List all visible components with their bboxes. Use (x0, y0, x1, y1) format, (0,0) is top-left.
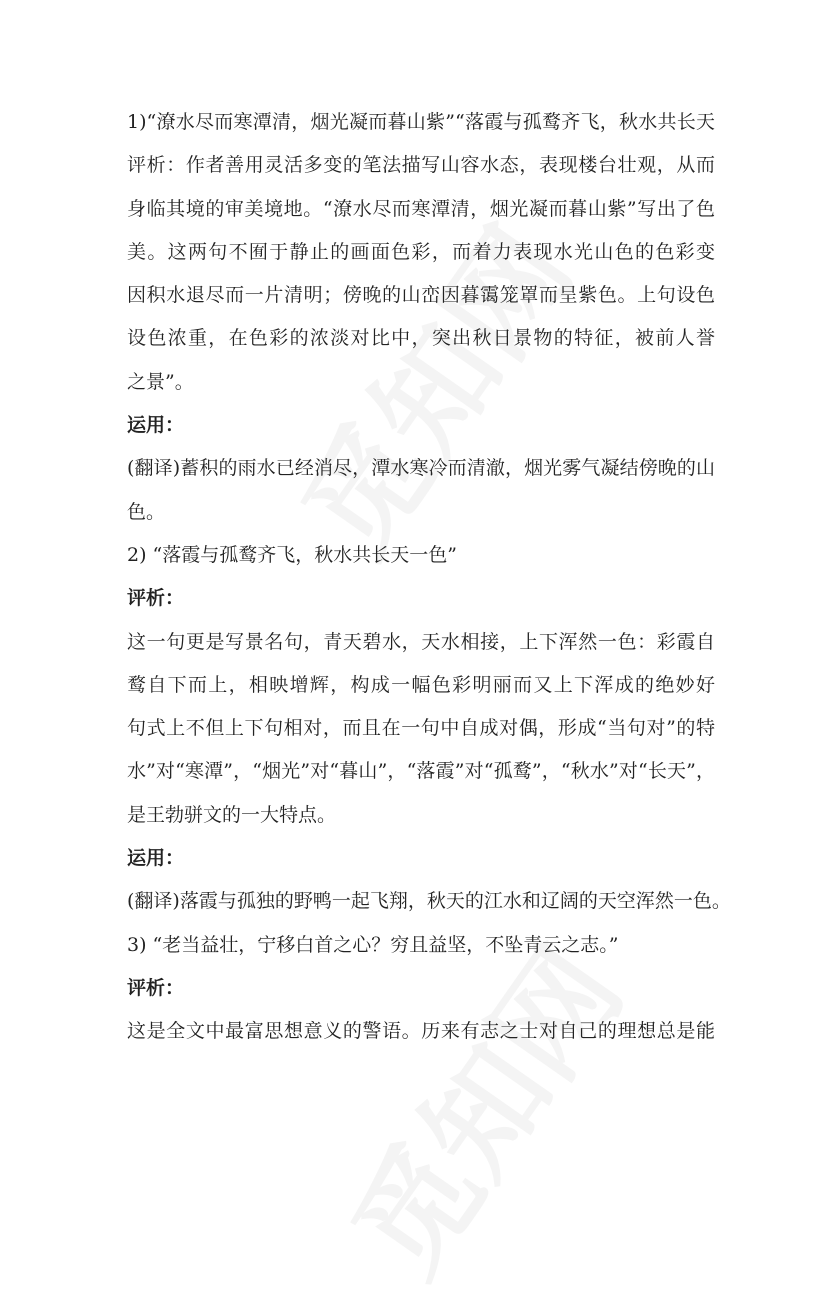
text-line: 身临其境的审美境地。“潦水尽而寒潭清，烟光凝而暮山紫”写出了色 (127, 197, 715, 220)
text-line: 之景”。 (127, 370, 194, 393)
text-line: 水”对“寒潭”，“烟光”对“暮山”，“落霞”对“孤鹜”，“秋水”对“长天”， (127, 760, 715, 783)
text-line: 评析：作者善用灵活多变的笔法描写山容水态，表现楼台壮观，从而 (127, 154, 715, 177)
text-line: 色。 (127, 500, 166, 523)
text-line: (翻译)蓄积的雨水已经消尽，潭水寒冷而清澈，烟光雾气凝结傍晚的山 (127, 457, 715, 480)
section-heading: 运用： (127, 847, 185, 870)
document-body (127, 101, 731, 1054)
text-line: 因积水退尽而一片清明；傍晚的山峦因暮霭笼罩而呈紫色。上句设色 (127, 284, 715, 307)
text-line: 美。这两句不囿于静止的画面色彩，而着力表现水光山色的色彩变 (127, 240, 715, 263)
text-line: 是王勃骈文的一大特点。 (127, 803, 337, 826)
text-line: 这一句更是写景名句，青天碧水，天水相接，上下浑然一色：彩霞自 (127, 630, 715, 653)
section-heading: 运用： (127, 414, 185, 437)
text-line: 句式上不但上下句相对，而且在一句中自成对偶，形成“当句对”的特 (127, 717, 715, 740)
section-heading: 评析： (127, 976, 185, 999)
text-line: 2) “落霞与孤鹜齐飞，秋水共长天一色” (127, 543, 457, 566)
text-line: 这是全文中最富思想意义的警语。历来有志之士对自己的理想总是能 (127, 1020, 715, 1043)
text-line: 1)“潦水尽而寒潭清，烟光凝而暮山紫”“落霞与孤鹜齐飞，秋水共长天 (127, 111, 715, 133)
text-line: 3) “老当益壮，宁移白首之心？穷且益坚，不坠青云之志。” (127, 933, 619, 956)
text-line: 设色浓重，在色彩的浓淡对比中，突出秋日景物的特征，被前人誉 (127, 327, 715, 350)
section-heading: 评析： (127, 587, 185, 610)
text-line: (翻译)落霞与孤独的野鸭一起飞翔，秋天的江水和辽阔的天空浑然一色。 (127, 890, 731, 913)
text-line: 鹜自下而上，相映增辉，构成一幅色彩明丽而又上下浑成的绝妙好 (127, 673, 715, 696)
